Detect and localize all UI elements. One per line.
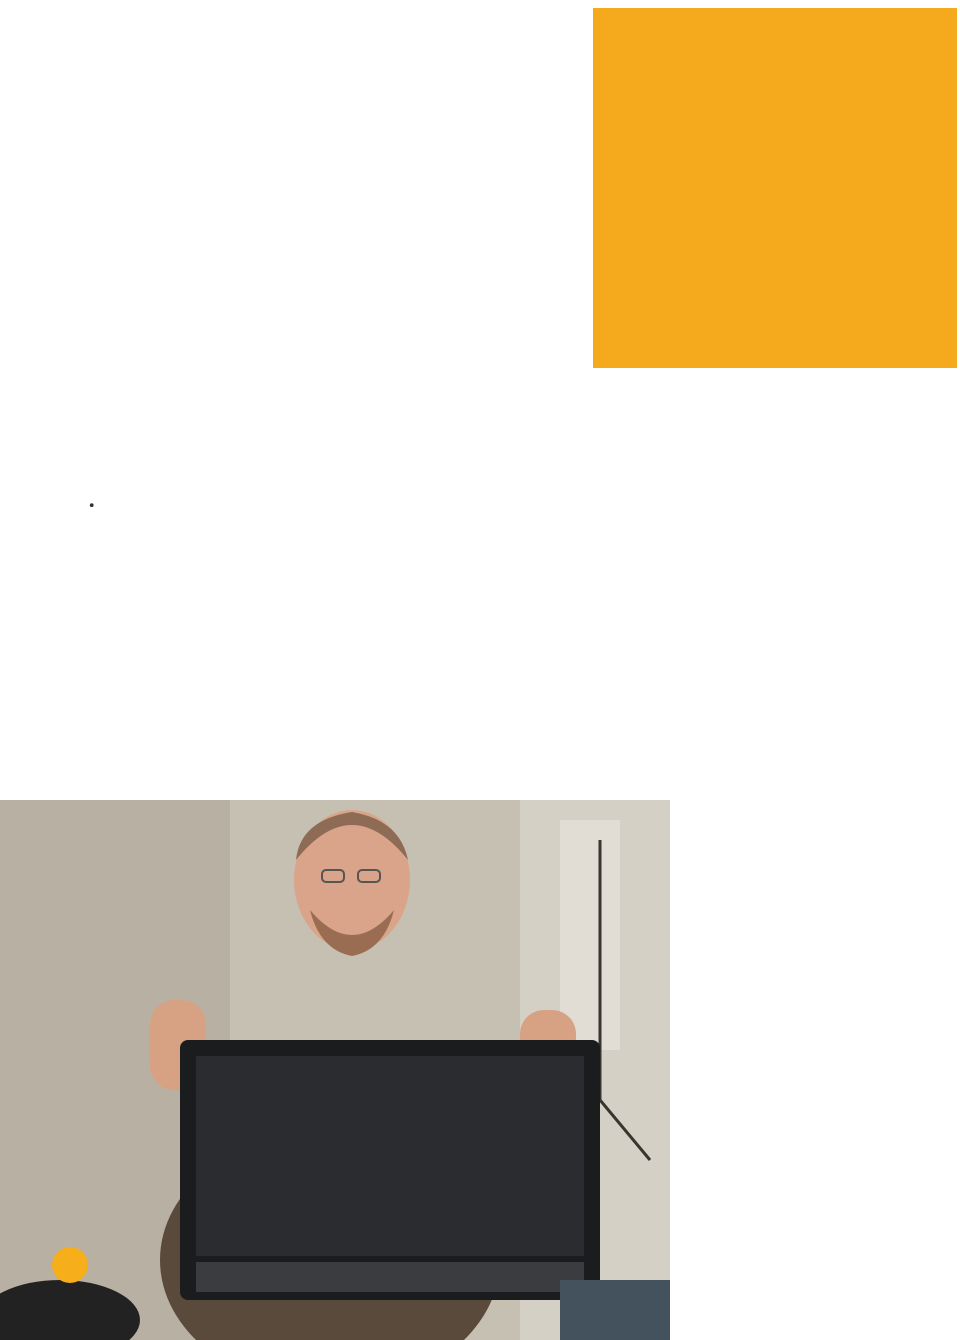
- price-table: [593, 8, 957, 368]
- page-number: [52, 1247, 88, 1283]
- table-header: [593, 8, 957, 36]
- photo-illustration: [0, 800, 670, 1340]
- photo-man-with-tv: [0, 800, 670, 1340]
